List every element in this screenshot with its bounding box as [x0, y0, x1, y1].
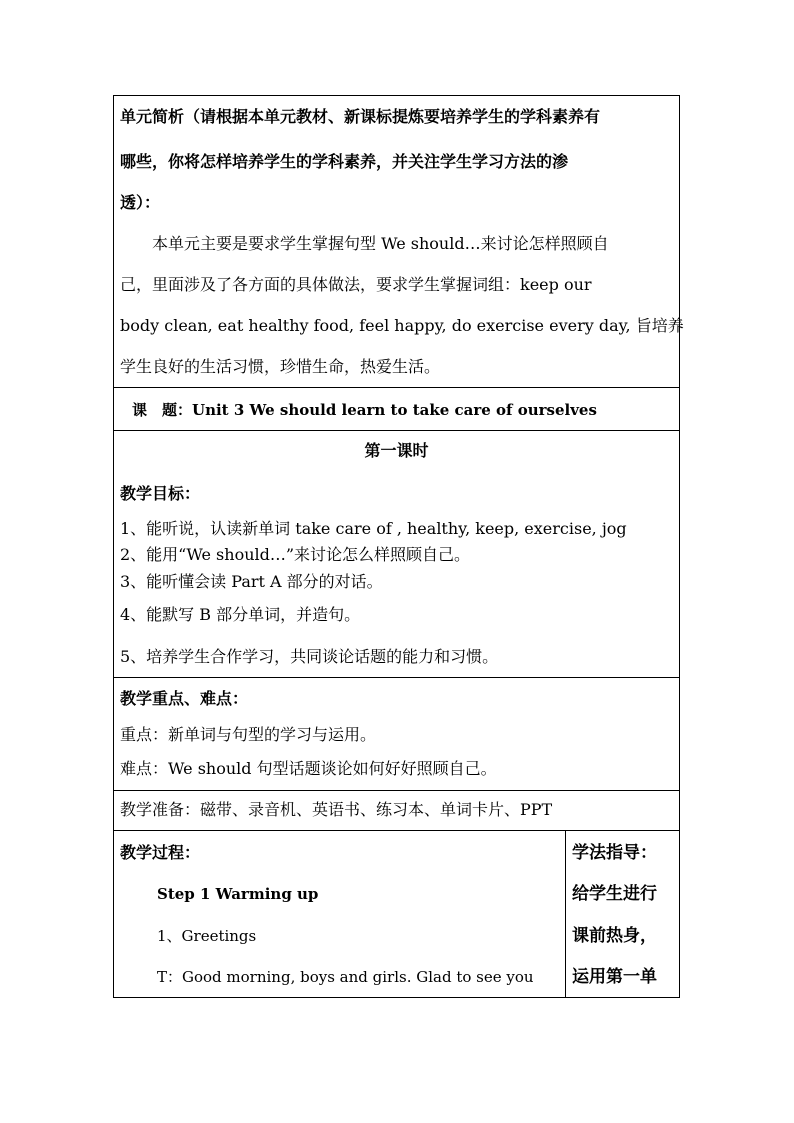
- difficult-point: 难点：We should 句型话题谈论如何好好照顾自己。: [120, 759, 497, 778]
- method-guide-heading: 学法指导：: [572, 843, 657, 863]
- objective-item-2: 2、能用“We should…”来讨论怎么样照顾自己。: [120, 545, 471, 564]
- key-point: 重点：新单词与句型的学习与运用。: [120, 725, 377, 744]
- method-guide-line-2: 课前热身，: [572, 926, 657, 946]
- row-divider: [113, 430, 680, 431]
- objective-item-3: 3、能听懂会读 Part A 部分的对话。: [120, 572, 383, 591]
- unit-summary-heading-line-2: 哪些，你将怎样培养学生的学科素养，并关注学生学习方法的渗: [120, 152, 569, 171]
- objective-item-4: 4、能默写 B 部分单词，并造句。: [120, 605, 361, 624]
- row-divider: [113, 677, 680, 678]
- unit-summary-body-line-2: 己，里面涉及了各方面的具体做法，要求学生掌握词组：keep our: [120, 275, 592, 294]
- process-step-1: Step 1 Warming up: [157, 885, 319, 903]
- key-points-heading: 教学重点、难点：: [120, 689, 249, 708]
- row-divider: [113, 830, 680, 831]
- objectives-heading: 教学目标：: [120, 484, 201, 503]
- row-divider: [113, 790, 680, 791]
- lesson-title: 课 题：Unit 3 We should learn to take care of ourselves: [132, 401, 597, 419]
- process-heading: 教学过程：: [120, 843, 201, 862]
- process-item-1: 1、Greetings: [157, 927, 257, 945]
- unit-summary-heading-line-3: 透）：: [120, 193, 161, 212]
- method-guide-line-1: 给学生进行: [572, 884, 657, 904]
- unit-summary-heading-line-1: 单元简析（请根据本单元教材、新课标提炼要培养学生的学科素养有: [120, 107, 601, 126]
- objective-item-5: 5、培养学生合作学习，共同谈论话题的能力和习惯。: [120, 647, 499, 666]
- process-teacher-line: T：Good morning, boys and girls. Glad to see you: [157, 968, 534, 986]
- unit-summary-body-line-4: 学生良好的生活习惯，珍惜生命，热爱生活。: [120, 357, 441, 376]
- unit-summary-body-line-1: 本单元主要是要求学生掌握句型 We should…来讨论怎样照顾自: [152, 234, 609, 253]
- column-divider: [565, 830, 566, 998]
- teaching-preparation: 教学准备：磁带、录音机、英语书、练习本、单词卡片、PPT: [120, 800, 553, 819]
- unit-summary-body-line-3: body clean, eat healthy food, feel happy, do exercise every day, 旨培养: [120, 316, 684, 335]
- period-title: 第一课时: [364, 441, 429, 460]
- row-divider: [113, 387, 680, 388]
- method-guide-line-3: 运用第一单: [572, 967, 657, 987]
- objective-item-1: 1、能听说，认读新单词 take care of , healthy, keep, exercise, jog: [120, 519, 627, 538]
